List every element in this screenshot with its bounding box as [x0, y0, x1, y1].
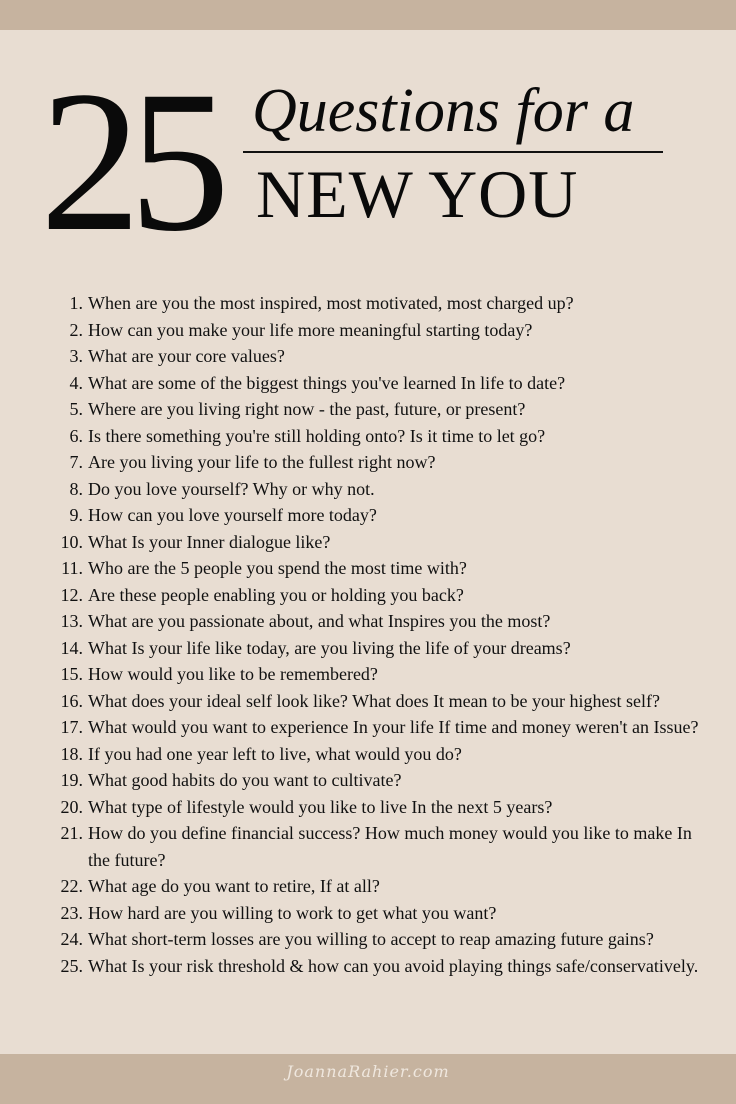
- title-divider: [243, 151, 663, 153]
- question-number: 20.: [60, 796, 83, 817]
- question-item: [45, 741, 705, 768]
- question-item: [45, 714, 705, 741]
- question-item: [45, 900, 705, 927]
- question-text: If you had one year left to live, what would you do?: [88, 743, 462, 764]
- question-item: [45, 317, 705, 344]
- question-item: [45, 502, 705, 529]
- question-item: [45, 582, 705, 609]
- question-text: What Is your risk threshold & how can you avoid playing things safe/conservatively.: [88, 955, 699, 976]
- question-number: 9.: [69, 505, 83, 525]
- question-number: 25.: [60, 955, 83, 976]
- question-item: [45, 396, 705, 423]
- question-number: 5.: [69, 399, 83, 419]
- question-item: [45, 873, 705, 900]
- title-questions-for-a: Questions for a: [252, 77, 635, 145]
- question-item: [45, 529, 705, 556]
- question-text: What short-term losses are you willing to accept to reap amazing future gains?: [88, 929, 654, 949]
- question-number: 22.: [60, 876, 83, 896]
- question-item: [45, 688, 705, 715]
- question-number: 17.: [60, 717, 83, 737]
- question-text: Are you living your life to the fullest right now?: [88, 452, 436, 472]
- question-number: 15.: [60, 664, 83, 684]
- question-text: Do you love yourself? Why or why not.: [88, 478, 375, 499]
- question-item: [45, 635, 705, 662]
- question-item: [45, 953, 705, 980]
- question-number: 4.: [69, 372, 83, 393]
- question-text: What Is your Inner dialogue like?: [88, 531, 331, 552]
- question-text: Where are you living right now - the past, future, or present?: [88, 399, 526, 419]
- question-number: 11.: [61, 558, 83, 578]
- question-number: 8.: [69, 478, 83, 499]
- question-number: 14.: [60, 637, 83, 658]
- title-number: 25: [40, 49, 218, 273]
- question-item: [45, 423, 705, 450]
- question-item: [45, 370, 705, 397]
- question-text: Is there something you're still holding onto? Is it time to let go?: [88, 425, 546, 446]
- question-text: What does your ideal self look like? What does It mean to be your highest self?: [88, 690, 661, 711]
- question-number: 1.: [69, 293, 83, 313]
- question-item: [45, 926, 705, 953]
- question-number: 16.: [60, 690, 83, 711]
- question-number: 23.: [60, 902, 83, 923]
- question-number: 10.: [60, 531, 83, 552]
- question-number: 18.: [60, 743, 83, 764]
- question-number: 3.: [69, 346, 83, 366]
- question-text: What would you want to experience In your life If time and money weren't an Issue?: [88, 717, 699, 737]
- question-text: What type of lifestyle would you like to live In the next 5 years?: [88, 796, 553, 817]
- question-number: 2.: [69, 319, 83, 340]
- question-text: How would you like to be remembered?: [88, 664, 378, 684]
- question-text: How hard are you willing to work to get what you want?: [88, 902, 497, 923]
- question-item: [45, 476, 705, 503]
- question-item: [45, 449, 705, 476]
- question-number: 7.: [69, 452, 83, 472]
- question-text: How can you love yourself more today?: [88, 505, 377, 525]
- question-text: What good habits do you want to cultivate?: [88, 770, 402, 790]
- question-item: [45, 555, 705, 582]
- question-number: 12.: [60, 584, 83, 605]
- question-number: 6.: [69, 425, 83, 446]
- question-text: What age do you want to retire, If at all?: [88, 876, 380, 896]
- question-item: [45, 767, 705, 794]
- question-text: What are you passionate about, and what Inspires you the most?: [88, 611, 551, 631]
- question-item: [45, 290, 705, 317]
- question-item: [45, 343, 705, 370]
- question-item: [45, 820, 705, 873]
- question-number: 19.: [60, 770, 83, 790]
- question-number: 13.: [60, 611, 83, 631]
- question-item: [45, 608, 705, 635]
- question-text: Who are the 5 people you spend the most time with?: [88, 558, 467, 578]
- question-item: [45, 794, 705, 821]
- question-text: How can you make your life more meaningful starting today?: [88, 319, 533, 340]
- watermark: JoannaRahier.com: [286, 1062, 450, 1081]
- question-number: 24.: [60, 929, 83, 949]
- question-text: What are some of the biggest things you've learned In life to date?: [88, 372, 566, 393]
- question-text: How do you define financial success? How much money would you like to make In the future?: [88, 823, 692, 870]
- question-text: When are you the most inspired, most motivated, most charged up?: [88, 293, 574, 313]
- question-text: What Is your life like today, are you living the life of your dreams?: [88, 637, 571, 658]
- question-text: What are your core values?: [88, 346, 285, 366]
- top-band: [0, 0, 736, 30]
- question-list: [45, 290, 705, 979]
- question-item: [45, 661, 705, 688]
- question-number: 21.: [60, 823, 83, 843]
- title-new-you: NEW YOU: [256, 156, 579, 232]
- question-text: Are these people enabling you or holding you back?: [88, 584, 464, 605]
